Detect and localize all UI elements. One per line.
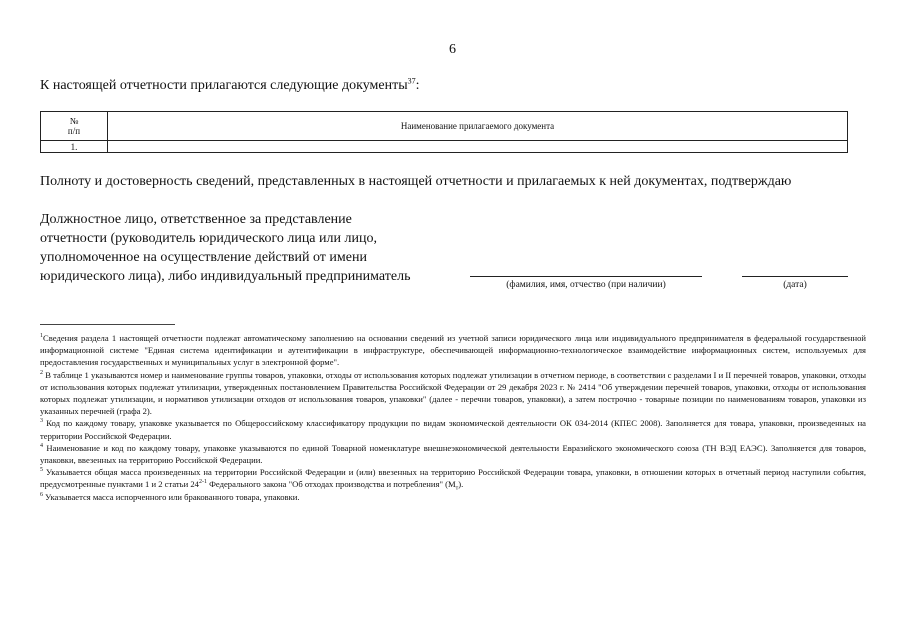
attachments-table xyxy=(40,111,848,153)
table-row xyxy=(41,141,848,153)
official-line-4: юридического лица), либо индивидуальный предприниматель xyxy=(40,269,411,284)
footnote-4 xyxy=(40,442,866,466)
date-signature-line[interactable] xyxy=(742,276,848,277)
official-line-1: Должностное лицо, ответственное за представление xyxy=(40,212,352,227)
footnote-text: Код по каждому товару, упаковке указывается по Общероссийскому классификатору продукции по видам экономической деятельности ОК 034-2014 (КПЕС 2008). Заполняется для товара, упаковки, произведенных на территории Российской Федерации. xyxy=(40,418,866,441)
footnote-number: 4 xyxy=(40,442,43,449)
date-signature-caption: (дата) xyxy=(783,280,807,290)
footnote-text: В таблице 1 указываются номер и наименование группы товаров, упаковки, отходы от использования которых подлежат утилизации в отчетном периоде, в соответствии с разделами I и II перечней товаров, упаковки, отходы от использования которых подлежат утилизации, утвержденных постановлением Правительства Российской Федерации от 29 декабря 2023 г. № 2414 "Об утверждении перечней товаров, упаковки, отходы от использования которых подлежат утилизации, и нормативов утилизации отходов от использования товаров, упаковки" (далее - перечни товаров, упаковки), а затем построчно - товарные позиции по наименованиям товаров, упаковки из указанных перечней (графа 2). xyxy=(40,369,866,417)
footnote-separator xyxy=(40,324,175,325)
column-header-document-name: Наименование прилагаемого документа xyxy=(108,112,848,141)
name-signature-line[interactable] xyxy=(470,276,702,277)
footnote-text: Указывается масса испорченного или бракованного товара, упаковки. xyxy=(45,491,300,502)
attachments-intro-suffix: : xyxy=(415,78,420,93)
attachments-intro-text: К настоящей отчетности прилагаются следующие документы xyxy=(40,78,408,93)
footnote-text: Указывается общая масса произведенных на территории Российской Федерации и (или) ввезенных на территорию Российской Федерации товара, упаковки, в отношении которых в отчетный период наступили события, предусмотренные пунктами 1 и 2 статьи 24 xyxy=(40,467,866,490)
footnotes xyxy=(40,332,866,503)
page-number: 6 xyxy=(449,42,456,57)
table-cell-document-name[interactable] xyxy=(108,141,848,153)
column-header-number-line2: п/п xyxy=(67,126,81,136)
footnote-1 xyxy=(40,332,866,369)
footnote-subscript: т xyxy=(455,486,459,493)
footnote-5 xyxy=(40,466,866,493)
footnote-text: Федерального закона "Об отходах производства и потребления" (М xyxy=(206,479,456,490)
footnote-2 xyxy=(40,369,866,418)
name-signature-caption: (фамилия, имя, отчество (при наличии) xyxy=(506,280,666,290)
footnote-text: Сведения раздела 1 настоящей отчетности подлежат автоматическому заполнению на основании сведений из учетной записи юридического лица или индивидуального предпринимателя в федеральной государственной информационной системе "Единая система идентификации и аутентификации в инфраструктуре, обеспечивающей информационно-технологическое взаимодействие информационных систем, используемых для предоставления государственных и муниципальных услуг в электронной форме". xyxy=(40,333,866,368)
column-header-number-line1: № xyxy=(69,116,79,126)
footnote-superscript: 2-1 xyxy=(198,479,207,486)
footnote-3 xyxy=(40,417,866,441)
footnote-text: Наименование и код по каждому товару, упаковке указываются по единой Товарной номенклатуре внешнеэкономической деятельности Евразийского экономического союза (ТН ВЭД ЕАЭС). Заполняется для товаров, упаковки, ввезенных на территорию Российской Федерации. xyxy=(40,442,866,466)
table-cell-number: 1. xyxy=(41,141,108,153)
footnote-ref: 37 xyxy=(407,76,416,86)
footnote-number: 5 xyxy=(40,467,43,474)
footnote-number: 6 xyxy=(40,491,43,498)
table-header-row xyxy=(41,112,848,141)
confirmation-statement: Полноту и достоверность сведений, представленных в настоящей отчетности и прилагаемых к ней документах, подтверждаю xyxy=(40,174,792,189)
column-header-number xyxy=(41,112,108,141)
footnote-number: 1 xyxy=(40,333,43,340)
official-line-2: отчетности (руководитель юридического лица или лицо, xyxy=(40,231,377,246)
footnote-text: ). xyxy=(458,479,464,490)
responsible-official-label xyxy=(40,210,460,286)
footnote-6 xyxy=(40,491,866,503)
attachments-intro xyxy=(40,78,420,94)
official-line-3: уполномоченное на осуществление действий от имени xyxy=(40,250,367,265)
footnote-number: 3 xyxy=(40,418,43,425)
footnote-number: 2 xyxy=(40,369,43,376)
